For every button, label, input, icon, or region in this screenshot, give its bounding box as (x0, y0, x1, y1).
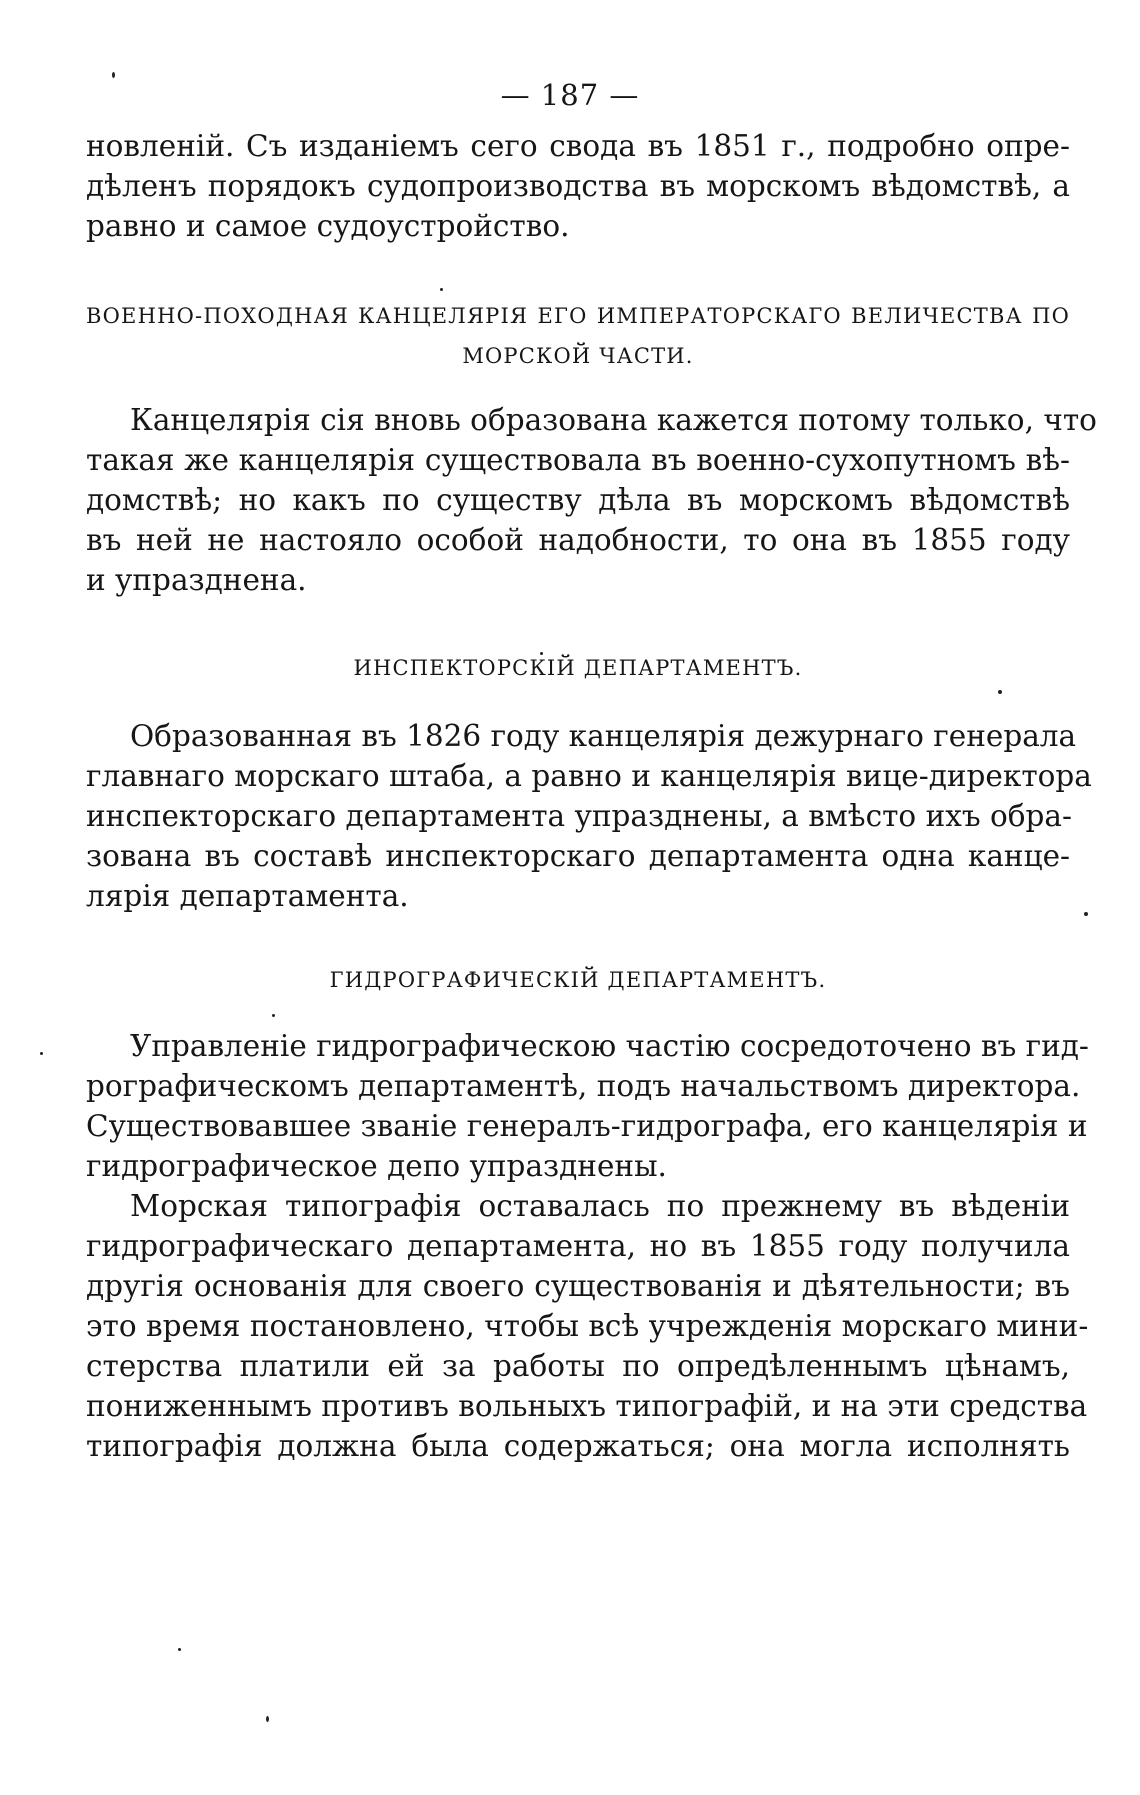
text-line: гидрографическое депо упразднены. (86, 1149, 667, 1183)
heading-line: ИНСПЕКТОРСКІЙ ДЕПАРТАМЕНТЪ. (353, 656, 803, 680)
heading-line: ГИДРОГРАФИЧЕСКІЙ ДЕПАРТАМЕНТЪ. (329, 968, 827, 992)
text-line: Управленіе гидрографическою частію сосредоточено въ гид- (130, 1029, 1089, 1063)
intro-paragraph (86, 126, 1070, 246)
paragraph-hydrographic-1 (86, 1026, 1089, 1186)
scan-speck (1084, 912, 1088, 916)
scan-speck (112, 72, 115, 78)
text-line: другія основанія для своего существованія и дѣятельности; въ (86, 1269, 1070, 1303)
text-line: главнаго морскаго штаба, а равно и канцелярія вице-директора (86, 759, 1092, 793)
text-line: Канцелярія сія вновь образована кажется потому только, что (130, 403, 1097, 437)
text-line: и упразднена. (86, 563, 307, 597)
text-line: зована въ составѣ инспекторскаго департамента одна канце- (86, 839, 1070, 873)
text-line: типографія должна была содержаться; она могла исполнять (86, 1429, 1070, 1463)
scan-speck (272, 1014, 275, 1017)
text-line: пониженнымъ противъ вольныхъ типографій, и на эти средства (86, 1389, 1088, 1423)
text-line: такая же канцелярія существовала въ военно-сухопутномъ вѣ- (86, 443, 1070, 477)
text-line: Образованная въ 1826 году канцелярія дежурнаго генерала (130, 719, 1077, 753)
paragraph-inspector-department (86, 716, 1092, 916)
text-line: новленій. Съ изданіемъ сего свода въ 1851 г., подробно опре- (86, 129, 1070, 163)
section-heading-hydrographic-department (86, 960, 1070, 1000)
text-line: домствѣ; но какъ по существу дѣла въ морскомъ вѣдомствѣ (86, 483, 1070, 517)
text-line: въ ней не настояло особой надобности, то она въ 1855 году (86, 523, 1070, 557)
scan-speck (266, 1716, 269, 1722)
text-line: дѣленъ порядокъ судопроизводства въ морскомъ вѣдомствѣ, а (86, 169, 1070, 203)
text-line: стерства платили ей за работы по опредѣленнымъ цѣнамъ, (86, 1349, 1070, 1383)
text-line: Морская типографія оставалась по прежнему въ вѣденіи (130, 1189, 1070, 1223)
text-line: Существовавшее званіе генералъ-гидрографа, его канцелярія и (86, 1109, 1088, 1143)
paragraph-hydrographic-2 (86, 1186, 1089, 1466)
scan-speck (540, 652, 543, 655)
scan-speck (178, 1648, 181, 1651)
heading-line: МОРСКОЙ ЧАСТИ. (462, 344, 694, 368)
text-line: это время постановлено, чтобы всѣ учрежденія морскаго мини- (86, 1309, 1089, 1343)
text-line: лярія департамента. (86, 879, 409, 913)
scan-speck (998, 690, 1002, 694)
heading-line: ВОЕННО-ПОХОДНАЯ КАНЦЕЛЯРІЯ ЕГО ИМПЕРАТОРСКАГО ВЕЛИЧЕСТВА ПО (86, 304, 1070, 328)
paragraph-field-chancellery (86, 400, 1097, 600)
page-number: — 187 — (500, 78, 640, 112)
scan-speck (40, 1052, 43, 1055)
text-line: инспекторскаго департамента упразднены, а вмѣсто ихъ обра- (86, 799, 1072, 833)
text-line: гидрографическаго департамента, но въ 1855 году получила (86, 1229, 1070, 1263)
scan-speck (440, 288, 443, 291)
text-line: равно и самое судоустройство. (86, 209, 570, 243)
text-line: рографическомъ департаментѣ, подъ начальствомъ директора. (86, 1069, 1081, 1103)
section-heading-field-chancellery (86, 296, 1070, 376)
section-heading-inspector-department (86, 648, 1070, 688)
